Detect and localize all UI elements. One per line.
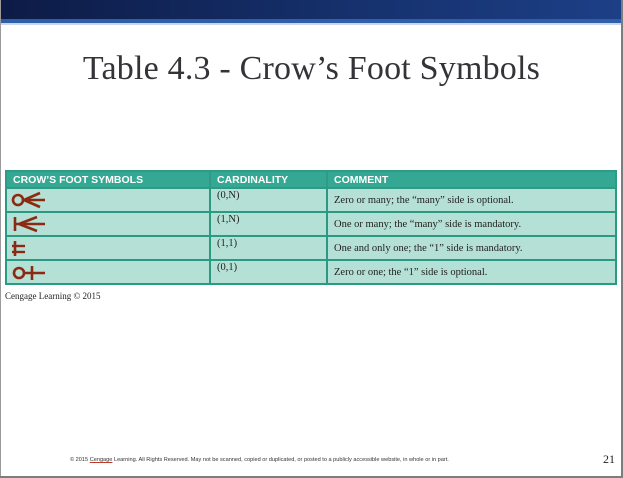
cardinality-cell: (0,N) [210, 188, 327, 212]
symbol-cell [6, 260, 210, 284]
table-row [6, 212, 616, 236]
symbol-cell [6, 236, 210, 260]
cardinality-cell: (1,N) [210, 212, 327, 236]
comment-cell: One and only one; the “1” side is mandatory. [327, 236, 616, 260]
table-credit: Cengage Learning © 2015 [5, 291, 101, 301]
comment-cell: One or many; the “many” side is mandatory. [327, 212, 616, 236]
header-band [1, 0, 621, 19]
zero-or-many-icon [11, 191, 47, 209]
symbol-cell [6, 212, 210, 236]
comment-cell: Zero or one; the “1” side is optional. [327, 260, 616, 284]
slide-title: Table 4.3 - Crow’s Foot Symbols [82, 50, 541, 87]
header-stripe-light [1, 23, 621, 25]
cardinality-cell: (1,1) [210, 236, 327, 260]
table-row [6, 236, 616, 260]
copyright-footer [70, 457, 449, 463]
footer-prefix: © 2015 [70, 457, 90, 463]
symbol-cell [6, 188, 210, 212]
one-or-many-icon [11, 215, 47, 233]
header-comment: COMMENT [327, 171, 616, 188]
crows-foot-table [5, 170, 617, 285]
table-header-row [6, 171, 616, 188]
footer-rest: Learning. All Rights Reserved. May not be scanned, copied or duplicated, or posted to a publicly accessible website, in whole or in part. [112, 457, 449, 463]
one-and-only-one-icon [11, 239, 47, 257]
footer-brand: Cengage [89, 457, 113, 463]
cardinality-cell: (0,1) [210, 260, 327, 284]
header-symbols: CROW’S FOOT SYMBOLS [6, 171, 210, 188]
zero-or-one-icon [11, 263, 47, 281]
header-cardinality: CARDINALITY [210, 171, 327, 188]
table-row [6, 260, 616, 284]
table-row [6, 188, 616, 212]
page-number: 21 [603, 452, 615, 466]
comment-cell: Zero or many; the “many” side is optional. [327, 188, 616, 212]
